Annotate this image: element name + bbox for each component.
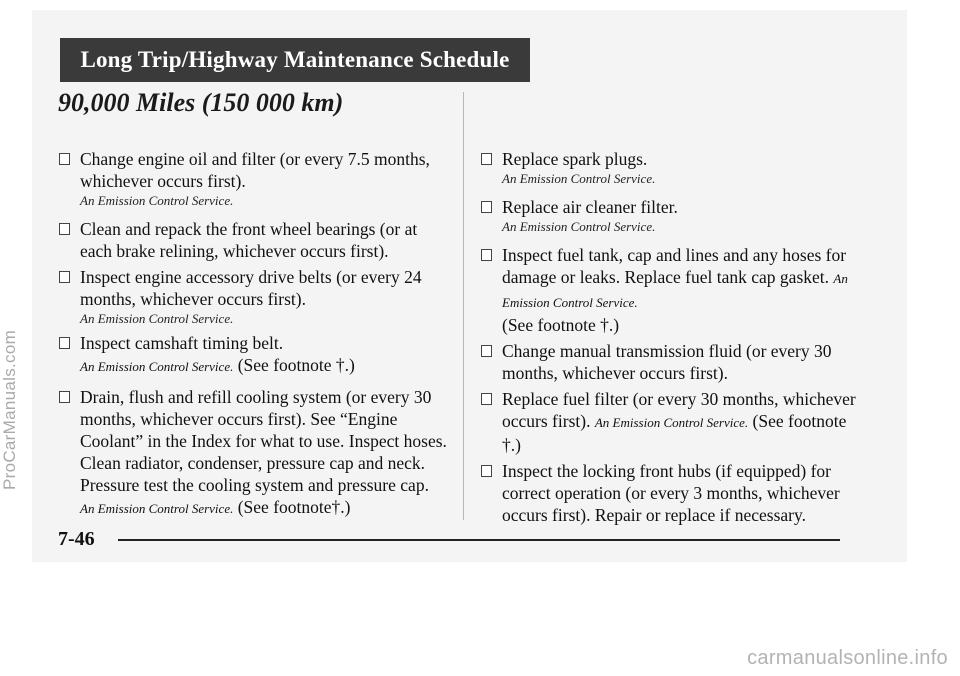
checklist-item-locking-hubs bbox=[480, 460, 860, 526]
bottom-watermark: carmanualsonline.info bbox=[747, 647, 948, 669]
checkbox-icon[interactable] bbox=[481, 249, 492, 261]
column-divider bbox=[463, 92, 464, 520]
footnote-ref: (See footnote †.) bbox=[237, 355, 355, 375]
page-number: 7-46 bbox=[58, 528, 95, 550]
checkbox-icon[interactable] bbox=[59, 337, 70, 349]
emission-note: An Emission Control Service. bbox=[502, 271, 848, 310]
emission-note: An Emission Control Service. bbox=[80, 311, 234, 326]
checklist-item-belts bbox=[58, 266, 448, 328]
checklist-item-timing-belt bbox=[58, 332, 448, 378]
item-text: Inspect engine accessory drive belts (or every 24 months, whichever occurs first). bbox=[80, 267, 422, 309]
emission-note: An Emission Control Service. bbox=[502, 171, 656, 186]
checklist-item-cooling bbox=[58, 386, 448, 520]
footnote-ref: (See footnote †.) bbox=[502, 315, 620, 335]
checklist-item-transmission bbox=[480, 340, 860, 384]
emission-note: An Emission Control Service. bbox=[594, 415, 749, 430]
emission-note: An Emission Control Service. bbox=[80, 193, 234, 208]
item-text: Change manual transmission fluid (or every 30 months, whichever occurs first). bbox=[502, 341, 832, 383]
item-text: Replace air cleaner filter. bbox=[502, 197, 678, 217]
checkbox-icon[interactable] bbox=[481, 153, 492, 165]
checkbox-icon[interactable] bbox=[59, 153, 70, 165]
checkbox-icon[interactable] bbox=[481, 393, 492, 405]
item-text: Inspect camshaft timing belt. bbox=[80, 333, 284, 353]
checklist-item-air-filter bbox=[480, 196, 860, 236]
checklist-item-spark-plugs bbox=[480, 148, 860, 188]
left-watermark: ProCarManuals.com bbox=[0, 329, 19, 491]
checkbox-icon[interactable] bbox=[59, 391, 70, 403]
left-column bbox=[58, 148, 448, 520]
item-text: Change engine oil and filter (or every 7.5 months, whichever occurs first). bbox=[80, 149, 430, 191]
emission-note: An Emission Control Service. bbox=[80, 501, 234, 516]
checklist-item-fuel-tank bbox=[480, 244, 860, 336]
checkbox-icon[interactable] bbox=[59, 271, 70, 283]
checkbox-icon[interactable] bbox=[481, 465, 492, 477]
item-text: Replace fuel filter (or every 30 months, whichever occurs first). bbox=[502, 389, 856, 431]
checkbox-icon[interactable] bbox=[481, 201, 492, 213]
item-text: Inspect fuel tank, cap and lines and any hoses for damage or leaks. Replace fuel tank cap gasket. bbox=[502, 245, 847, 287]
checkbox-icon[interactable] bbox=[481, 345, 492, 357]
item-text: Clean and repack the front wheel bearings (or at each brake relining, whichever occurs first). bbox=[80, 219, 418, 261]
section-title: 90,000 Miles (150 000 km) bbox=[58, 88, 344, 117]
checkbox-icon[interactable] bbox=[59, 223, 70, 235]
emission-note: An Emission Control Service. bbox=[502, 219, 656, 234]
checklist-item-bearings bbox=[58, 218, 448, 262]
item-text: Inspect the locking front hubs (if equipped) for correct operation (or every 3 months, whichever occurs first). Repair or replace if necessary. bbox=[502, 461, 840, 525]
right-column bbox=[480, 148, 860, 526]
footnote-ref: (See footnote †.) bbox=[502, 411, 847, 455]
emission-note: An Emission Control Service. bbox=[80, 359, 234, 374]
footnote-ref: (See footnote†.) bbox=[237, 497, 351, 517]
checklist-item-fuel-filter bbox=[480, 388, 860, 456]
item-text: Drain, flush and refill cooling system (or every 30 months, whichever occurs first). See “Engine Coolant” in the Index for what to use. Inspect hoses. Clean radiator, condenser, pressure cap and neck. Pressure test the cooling system and pressure cap. bbox=[80, 387, 447, 495]
footer-rule bbox=[118, 539, 840, 541]
schedule-banner: Long Trip/Highway Maintenance Schedule bbox=[60, 38, 530, 82]
checklist-item-oil bbox=[58, 148, 448, 210]
item-text: Replace spark plugs. bbox=[502, 149, 648, 169]
